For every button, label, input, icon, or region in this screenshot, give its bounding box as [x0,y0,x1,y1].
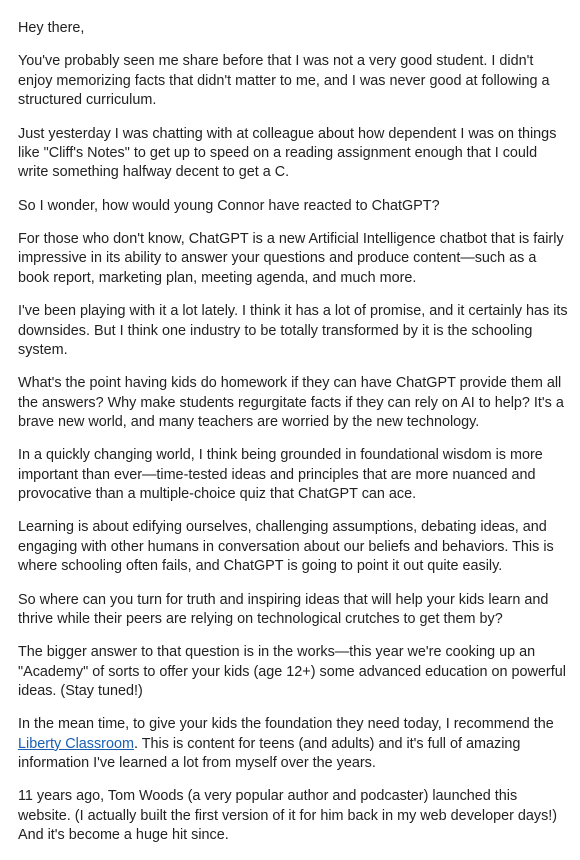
paragraph-where-to-turn: So where can you turn for truth and inspiring ideas that will help your kids learn and thrive while their peers are relying on technological crutches to get them by? [18,591,549,627]
liberty-text-before: In the mean time, to give your kids the foundation they need today, I recommend the [18,716,554,733]
paragraph-academy: The bigger answer to that question is in the works—this year we're cooking up an "Academy" of sorts to offer your kids (age 12+) some advanced education on powerful ideas. (Stay tuned!) [18,644,566,699]
paragraph-cliffs-notes: Just yesterday I was chatting with at colleague about how dependent I was on things like "Cliff's Notes" to get up to speed on a reading assignment enough that I could write something halfway decent to get a C. [18,125,557,181]
liberty-classroom-link[interactable]: Liberty Classroom [18,735,134,752]
paragraph-learning: Learning is about edifying ourselves, challenging assumptions, debating ideas, and engaging with other humans in conversation about our beliefs and behaviors. This is where schooling often fails, and ChatGPT is going to point it out quite easily. [18,519,554,575]
liberty-text-after: . This is content for teens (and adults) and it's full of amazing information I've learned a lot from myself over the years. [18,735,521,771]
paragraph-tom-woods: 11 years ago, Tom Woods (a very popular author and podcaster) launched this website. (I actually built the first version of it for him back in my web developer days!) And it's become a huge hit since. [18,788,558,844]
greeting: Hey there, [18,20,85,36]
paragraph-homework: What's the point having kids do homework if they can have ChatGPT provide them all the answers? Why make students regurgitate facts if they can rely on AI to help? It's a brave new world, and many teachers are worried by the new technology. [18,375,564,430]
paragraph-student: You've probably seen me share before that I was not a very good student. I didn't enjoy memorizing facts that didn't matter to me, and I was never good at following a structured curriculum. [18,53,550,109]
paragraph-chatgpt-intro: For those who don't know, ChatGPT is a new Artificial Intelligence chatbot that is fairly impressive in its ability to answer your questions and produce content—such as a book report, marketing plan, meeting agenda, and much more. [18,231,564,286]
paragraph-playing: I've been playing with it a lot lately. I think it has a lot of promise, and it certainly has its downsides. But I think one industry to be totally transformed by it is the schooling system. [18,303,568,358]
paragraph-liberty-classroom [18,715,570,773]
paragraph-foundational-wisdom: In a quickly changing world, I think being grounded in foundational wisdom is more important than ever—time-tested ideas and principles that are more nuanced and provocative than a multiple-choice quiz that ChatGPT can ace. [18,447,543,502]
email-body [18,19,570,860]
paragraph-young-connor: So I wonder, how would young Connor have reacted to ChatGPT? [18,197,440,214]
